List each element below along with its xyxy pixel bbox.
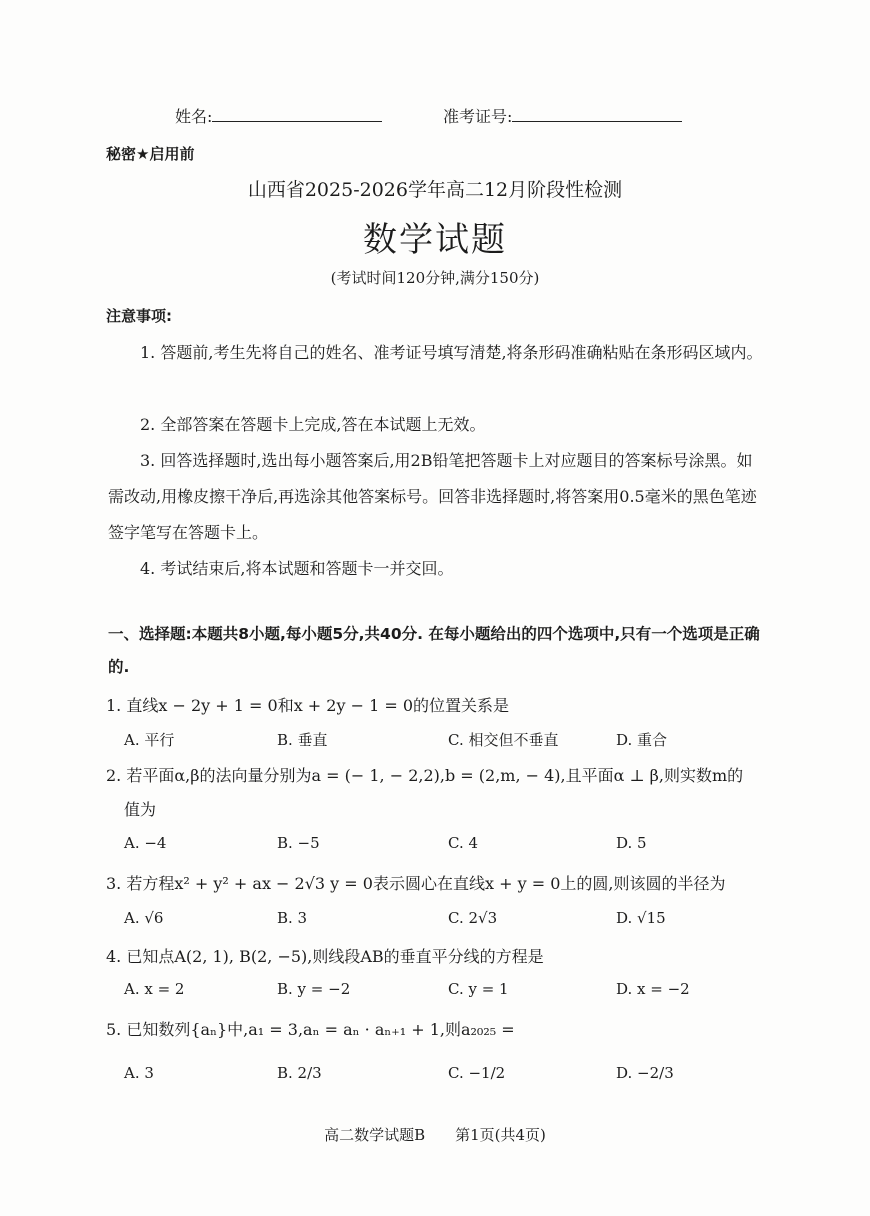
name-label: 姓名: <box>175 107 213 126</box>
note-item-1: 1. 答题前,考生先将自己的姓名、准考证号填写清楚,将条形码准确粘贴在条形码区域内。 <box>140 343 763 362</box>
question-2-option-b: B. −5 <box>277 834 320 852</box>
question-3-option-a: A. √6 <box>124 909 164 927</box>
question-4-option-a: A. x = 2 <box>124 980 185 998</box>
exam-title: 山西省2025-2026学年高二12月阶段性检测 <box>247 179 623 201</box>
notes-heading: 注意事项: <box>106 307 172 325</box>
question-4-stem: 4. 已知点A(2, 1), B(2, −5),则线段AB的垂直平分线的方程是 <box>106 947 544 966</box>
question-1-option-a: A. 平行 <box>124 731 175 749</box>
question-4-option-c: C. y = 1 <box>448 980 509 998</box>
question-4-option-b: B. y = −2 <box>277 980 351 998</box>
question-5-stem: 5. 已知数列{aₙ}中,a₁ = 3,aₙ = aₙ · aₙ₊₁ + 1,则a₂₀₂₅ = <box>106 1020 515 1039</box>
question-2-option-a: A. −4 <box>124 834 167 852</box>
question-1-stem: 1. 直线x − 2y + 1 = 0和x + 2y − 1 = 0的位置关系是 <box>106 696 510 715</box>
question-2-option-c: C. 4 <box>448 834 479 852</box>
name-blank <box>212 105 382 122</box>
note-item-4: 4. 考试结束后,将本试题和答题卡一并交回。 <box>140 559 454 578</box>
question-3-option-b: B. 3 <box>277 909 308 927</box>
exam-id-label: 准考证号: <box>443 107 513 126</box>
exam-id-field <box>443 104 682 127</box>
note-item-2: 2. 全部答案在答题卡上完成,答在本试题上无效。 <box>140 415 486 434</box>
secret-label: 秘密★启用前 <box>106 145 195 163</box>
question-1-option-c: C. 相交但不垂直 <box>448 731 559 749</box>
question-5-option-a: A. 3 <box>124 1064 154 1082</box>
section-heading: 一、选择题:本题共8小题,每小题5分,共40分. 在每小题给出的四个选项中,只有一个选项是正确的. <box>108 625 760 676</box>
question-3-option-c: C. 2√3 <box>448 909 498 927</box>
question-2-stem-cont: 值为 <box>124 800 157 819</box>
question-5-option-d: D. −2/3 <box>616 1064 674 1082</box>
question-5-option-b: B. 2/3 <box>277 1064 322 1082</box>
exam-id-blank <box>512 105 682 122</box>
question-4-option-d: D. x = −2 <box>616 980 690 998</box>
question-3-option-d: D. √15 <box>616 909 666 927</box>
question-2-stem: 2. 若平面α,β的法向量分别为a = (− 1, − 2,2),b = (2,m, − 4),且平面α ⊥ β,则实数m的 <box>106 766 744 785</box>
question-3-stem: 3. 若方程x² + y² + ax − 2√3 y = 0表示圆心在直线x + y = 0上的圆,则该圆的半径为 <box>106 874 726 893</box>
question-1-option-d: D. 重合 <box>616 731 668 749</box>
question-5-option-c: C. −1/2 <box>448 1064 506 1082</box>
question-1-option-b: B. 垂直 <box>277 731 328 749</box>
exam-duration: (考试时间120分钟,满分150分) <box>330 269 540 287</box>
page-footer: 高二数学试题B 第1页(共4页) <box>324 1126 546 1144</box>
name-field <box>175 104 382 127</box>
question-2-option-d: D. 5 <box>616 834 647 852</box>
subject-title: 数学试题 <box>363 220 507 260</box>
note-item-3: 3. 回答选择题时,选出每小题答案后,用2B铅笔把答题卡上对应题目的答案标号涂黑。如需改动,用橡皮擦干净后,再选涂其他答案标号。回答非选择题时,将答案用0.5毫米的黑色笔迹签字笔写在答题卡上。 <box>108 451 757 542</box>
